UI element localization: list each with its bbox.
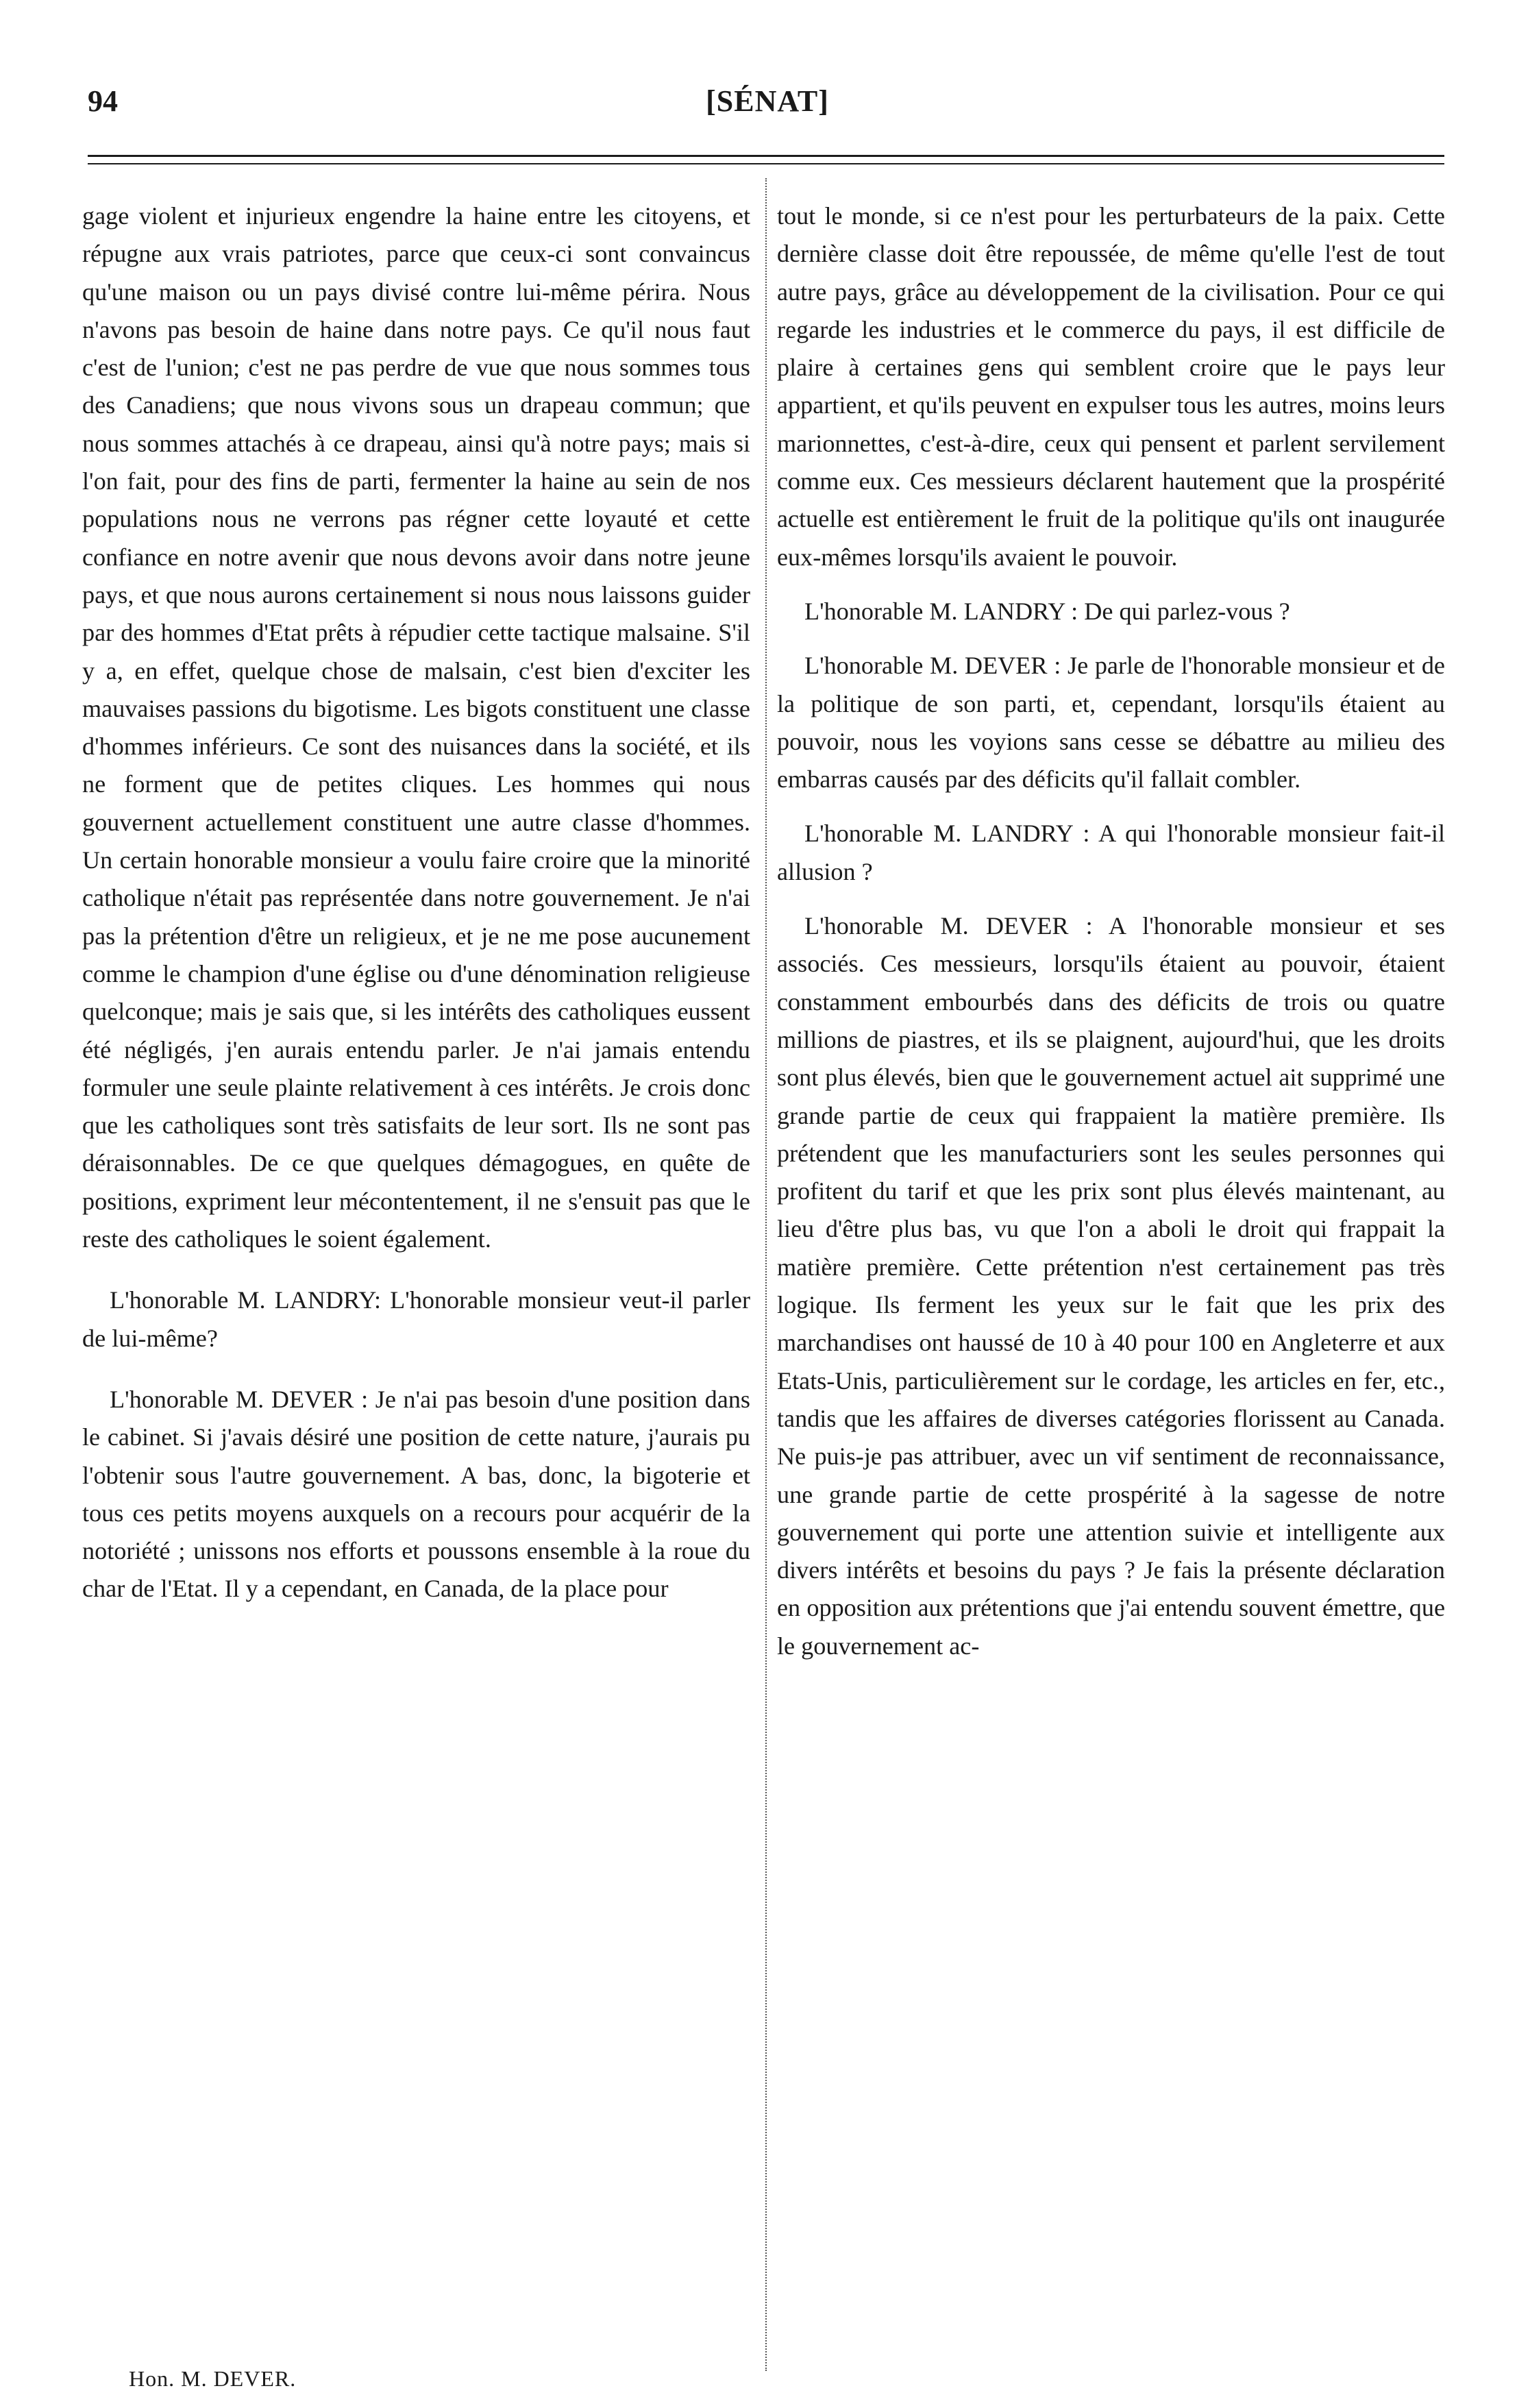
right-column (777, 197, 1445, 1665)
page-number: 94 (88, 84, 118, 118)
left-paragraph-2: L'honorable M. LANDRY: L'honorable monsieur veut-il parler de lui-même? (82, 1286, 750, 1352)
header-rule-top (88, 155, 1444, 157)
right-paragraph-4: L'honorable M. LANDRY : A qui l'honorable monsieur fait-il allusion ? (777, 820, 1445, 885)
left-column (82, 197, 750, 1608)
left-paragraph-1: gage violent et injurieux engendre la haine entre les citoyens, et répugne aux vrais patriotes, parce que ceux-ci sont convaincus qu'une maison ou un pays divisé contre lui-même périra. Nous n'avons pas besoin de haine dans notre pays. Ce qu'il nous faut c'est de l'union; c'est ne pas perdre de vue que nous sommes tous des Canadiens; que nous vivons sous un drapeau commun; que nous sommes attachés à ce drapeau, ainsi qu'à notre pays; mais si l'on fait, pour des fins de parti, fermenter la haine au sein de nos populations nous ne verrons pas régner cette loyauté et cette confiance en notre avenir que nous devons avoir dans notre jeune pays, et que nous aurons certainement si nous nous laissons guider par des hommes d'Etat prêts à répudier cette tactique malsaine. S'il y a, en effet, quelque chose de malsain, c'est bien d'exciter les mauvaises passions du bigotisme. Les bigots constituent une classe d'hommes inférieurs. Ce sont des nuisances dans la société, et ils ne forment que de petites cliques. Les hommes qui nous gouvernent actuellement constituent une autre classe d'hommes. Un certain honorable monsieur a voulu faire croire que la minorité catholique n'était pas représentée dans notre gouvernement. Je n'ai pas la prétention d'être un religieux, et je ne me pose aucunement comme le champion d'une église ou d'une dénomination religieuse quelconque; mais je sais que, si les intérêts des catholiques eussent été négligés, j'en aurais entendu parler. Je n'ai jamais entendu formuler une seule plainte relativement à ces intérêts. Je crois donc que les catholiques sont très satisfaits de leur sort. Ils ne sont pas déraisonnables. De ce que quelques démagogues, en quête de positions, expriment leur mécontentement, il ne s'ensuit pas que le reste des catholiques le soient également. (82, 202, 750, 1253)
right-paragraph-1: tout le monde, si ce n'est pour les perturbateurs de la paix. Cette dernière classe doit être repoussée, de même qu'elle l'est de tout autre pays, grâce au développement de la civilisation. Pour ce qui regarde les industries et le commerce du pays, il est difficile de plaire à certaines gens qui semblent croire que le pays leur appartient, et qu'ils peuvent en expulser tous les autres, moins leurs marionnettes, c'est-à-dire, ceux qui pensent et parlent servilement comme eux. Ces messieurs déclarent hautement que la prospérité actuelle est entièrement le fruit de la politique qu'ils ont inaugurée eux-mêmes lorsqu'ils avaient le pouvoir. (777, 202, 1445, 571)
header-rule-bottom (88, 163, 1444, 164)
column-divider (765, 178, 767, 2371)
left-paragraph-3: L'honorable M. DEVER : Je n'ai pas besoin d'une position dans le cabinet. Si j'avais désiré une position de cette nature, j'aurais pu l'obtenir sous l'autre gouvernement. A bas, donc, la bigoterie et tous ces petits moyens auxquels on a recours pour acquérir de la notoriété ; unissons nos efforts et poussons ensemble à la roue du char de l'Etat. Il y a cependant, en Canada, de la place pour (82, 1385, 750, 1603)
footer-speaker: Hon. M. DEVER. (129, 2366, 297, 2391)
right-paragraph-5: L'honorable M. DEVER : A l'honorable monsieur et ses associés. Ces messieurs, lorsqu'ils étaient au pouvoir, étaient constamment embourbés dans des déficits de trois ou quatre millions de piastres, et ils se plaignent, aujourd'hui, que les droits sont plus élevés, bien que le gouvernement actuel ait supprimé une grande partie de ceux qui frappaient la matière première. Ils prétendent que les manufacturiers sont les seules personnes qui profitent du tarif et que les prix sont plus élevés maintenant, au lieu d'être plus bas, vu que l'on a aboli le droit qui frappait la matière première. Cette prétention n'est certainement pas très logique. Ils ferment les yeux sur le fait que les prix des marchandises ont haussé de 10 à 40 pour 100 en Angleterre et aux Etats-Unis, particulièrement sur le cordage, les articles en fer, etc., tandis que les affaires de diverses catégories florissent au Canada. Ne puis-je pas attribuer, avec un vif sentiment de reconnaissance, une grande partie de cette prospérité à la sagesse de notre gouvernement qui porte une attention suivie et intelligente aux divers intérêts et besoins du pays ? Je fais la présente déclaration en opposition aux prétentions que j'ai entendu souvent émettre, que le gouvernement ac- (777, 912, 1445, 1660)
right-paragraph-3: L'honorable M. DEVER : Je parle de l'honorable monsieur et de la politique de son parti, et, cependant, lorsqu'ils étaient au pouvoir, nous les voyions sans cesse se débattre au milieu des embarras causés par des déficits qu'il fallait combler. (777, 652, 1445, 794)
right-paragraph-2: L'honorable M. LANDRY : De qui parlez-vous ? (804, 597, 1290, 625)
running-head: [SÉNAT] (706, 84, 829, 118)
